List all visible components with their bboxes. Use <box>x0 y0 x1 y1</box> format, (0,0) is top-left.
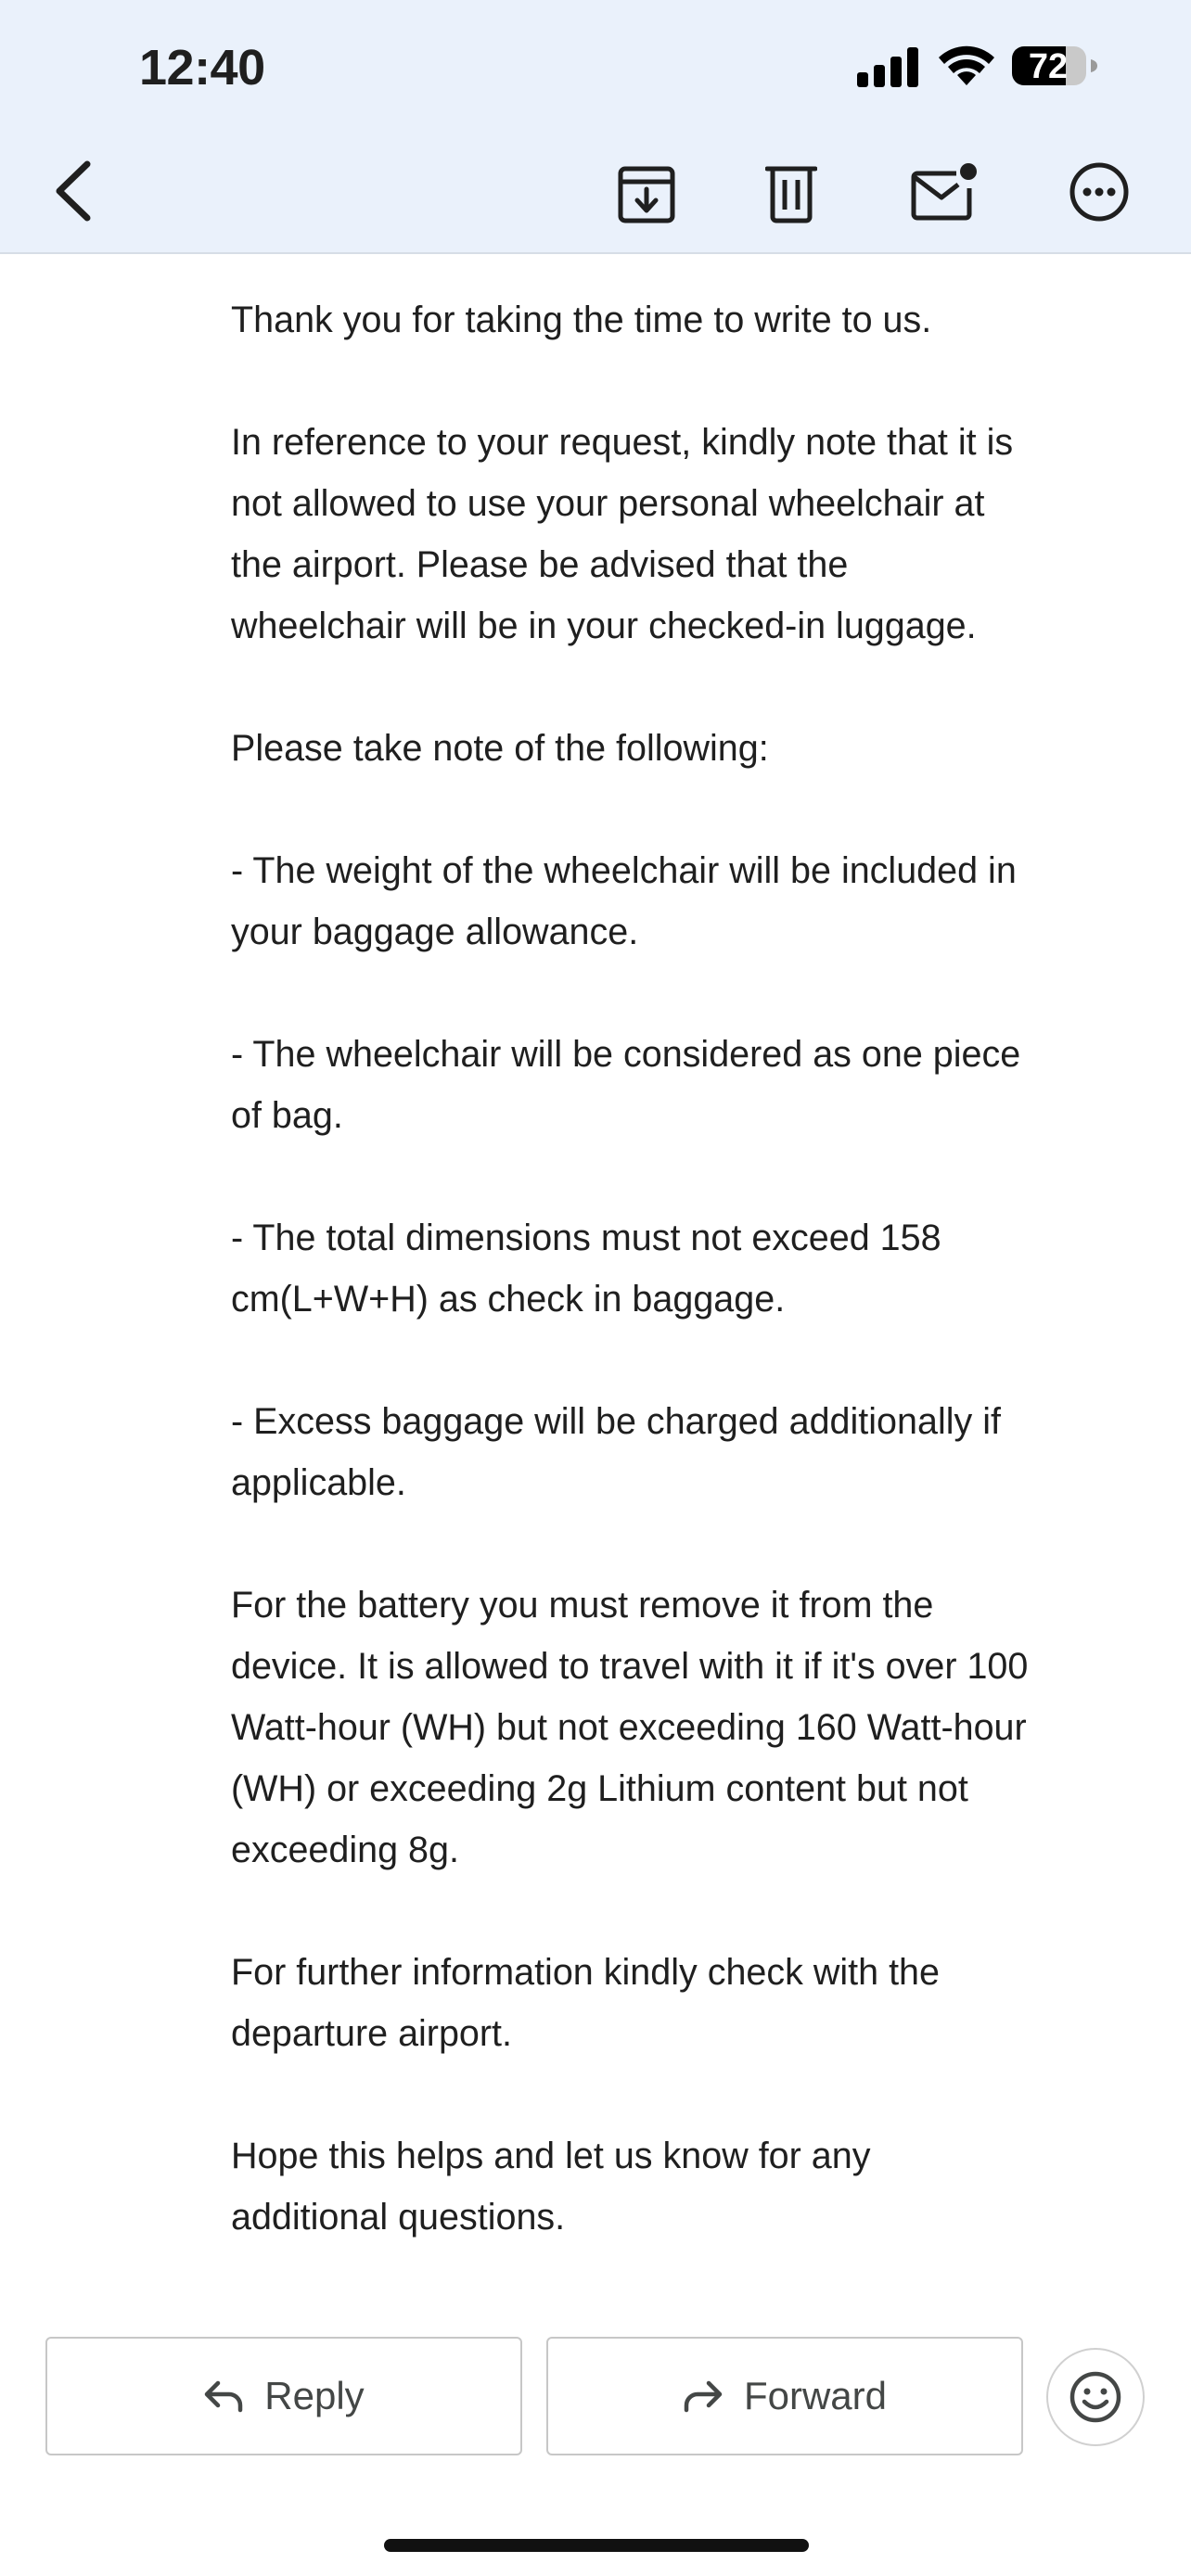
message-paragraph: Please take note of the following: <box>231 728 769 769</box>
reply-arrow-icon <box>203 2379 244 2413</box>
message-paragraph: For the battery you must remove it from the device. It is allowed to travel with it if it's over 100 Watt-hour (WH) but not exceeding 160 Watt-hour (WH) or exceeding 2g Lithium content but not exceeding 8g. <box>231 1585 1029 1870</box>
message-paragraph: For further information kindly check with the departure airport. <box>231 1952 940 2054</box>
archive-icon <box>617 163 676 224</box>
emoji-reaction-button[interactable] <box>1046 2348 1145 2446</box>
cellular-signal-icon <box>857 45 920 87</box>
message-paragraph: Thank you for taking the time to write to us. <box>231 300 932 340</box>
battery-level: 72 <box>1028 47 1069 86</box>
emoji-reaction-icon <box>1069 2370 1122 2424</box>
trash-icon <box>765 161 817 224</box>
status-time: 12:40 <box>139 40 265 96</box>
back-button[interactable] <box>41 156 106 226</box>
message-paragraph: Hope this helps and let us know for any additional questions. <box>231 2136 871 2238</box>
delete-button[interactable] <box>757 158 826 228</box>
reply-label: Reply <box>264 2374 365 2417</box>
more-options-button[interactable] <box>1065 158 1133 226</box>
message-paragraph: In reference to your request, kindly note that it is not allowed to use your personal wheelchair at the airport. Please be advised that the wheelchair will be in your checked-in luggage. <box>231 422 1014 646</box>
forward-arrow-icon <box>683 2379 724 2413</box>
message-paragraph: - The wheelchair will be considered as one piece of bag. <box>231 1034 1021 1136</box>
top-app-bar <box>0 0 1191 254</box>
message-paragraph: - The total dimensions must not exceed 158 cm(L+W+H) as check in baggage. <box>231 1218 941 1320</box>
forward-button[interactable] <box>546 2337 1023 2455</box>
mail-unread-icon <box>910 162 979 222</box>
reply-button[interactable] <box>45 2337 522 2455</box>
more-options-icon <box>1069 161 1130 223</box>
message-body <box>231 289 1029 2248</box>
message-paragraph: - The weight of the wheelchair will be included in your baggage allowance. <box>231 850 1017 952</box>
home-indicator[interactable] <box>384 2539 809 2552</box>
wifi-icon <box>937 45 996 87</box>
message-paragraph: - Excess baggage will be charged additionally if applicable. <box>231 1401 1001 1503</box>
archive-button[interactable] <box>612 159 681 228</box>
mark-unread-button[interactable] <box>905 158 983 226</box>
chevron-left-icon <box>50 159 96 223</box>
forward-label: Forward <box>743 2374 888 2417</box>
